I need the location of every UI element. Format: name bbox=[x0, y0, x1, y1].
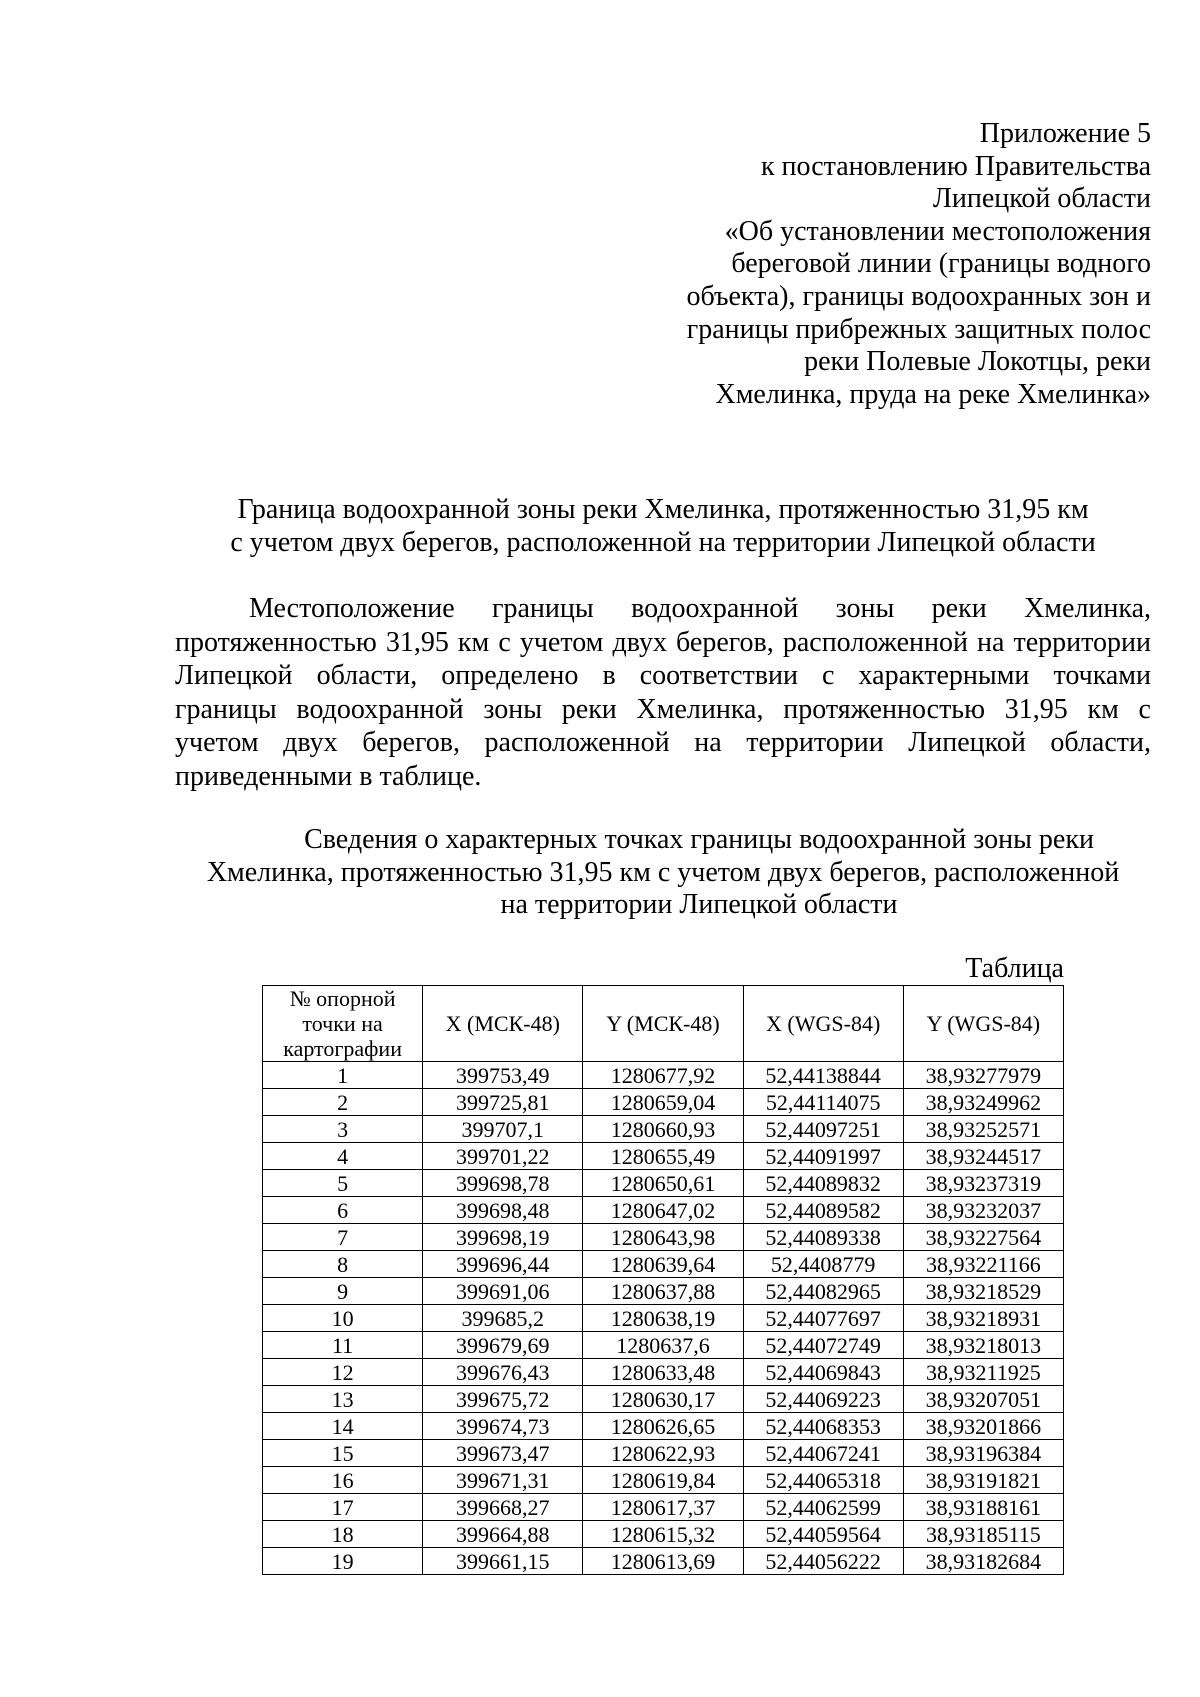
paragraph-line: Липецкой области, определено в соответствии с характерными точками bbox=[175, 660, 1151, 692]
table-row bbox=[263, 1494, 1064, 1521]
cell-y-wgs84: 38,93185115 bbox=[903, 1521, 1063, 1548]
cell-y-wgs84: 38,93277979 bbox=[903, 1062, 1063, 1089]
cell-y-wgs84: 38,93221166 bbox=[903, 1251, 1063, 1278]
cell-y-msk48: 1280637,88 bbox=[583, 1278, 743, 1305]
table-row bbox=[263, 1197, 1064, 1224]
cell-y-wgs84: 38,93218529 bbox=[903, 1278, 1063, 1305]
appendix-line: к постановлению Правительства bbox=[760, 150, 1151, 182]
cell-y-wgs84: 38,93218013 bbox=[903, 1332, 1063, 1359]
appendix-line: реки Полевые Локотцы, реки bbox=[804, 346, 1151, 378]
cell-x-msk48: 399698,78 bbox=[423, 1170, 583, 1197]
appendix-line: «Об установлении местоположения bbox=[724, 215, 1151, 247]
cell-x-wgs84: 52,44077697 bbox=[743, 1305, 903, 1332]
cell-x-wgs84: 52,44067241 bbox=[743, 1440, 903, 1467]
cell-x-wgs84: 52,44097251 bbox=[743, 1116, 903, 1143]
cell-y-msk48: 1280677,92 bbox=[583, 1062, 743, 1089]
table-row bbox=[263, 1116, 1064, 1143]
cell-y-wgs84: 38,93244517 bbox=[903, 1143, 1063, 1170]
table-row bbox=[263, 1359, 1064, 1386]
cell-x-msk48: 399668,27 bbox=[423, 1494, 583, 1521]
cell-y-wgs84: 38,93191821 bbox=[903, 1467, 1063, 1494]
appendix-line: Липецкой области bbox=[932, 183, 1151, 215]
cell-x-wgs84: 52,44114075 bbox=[743, 1089, 903, 1116]
cell-y-msk48: 1280637,6 bbox=[583, 1332, 743, 1359]
cell-y-msk48: 1280660,93 bbox=[583, 1116, 743, 1143]
paragraph-line: границы водоохранной зоны реки Хмелинка, протяженностью 31,95 км с bbox=[175, 693, 1151, 725]
appendix-line: Хмелинка, пруда на реке Хмелинка» bbox=[715, 378, 1151, 410]
cell-x-msk48: 399676,43 bbox=[423, 1359, 583, 1386]
cell-x-wgs84: 52,44059564 bbox=[743, 1521, 903, 1548]
coordinates-table bbox=[262, 985, 1064, 1575]
cell-x-msk48: 399664,88 bbox=[423, 1521, 583, 1548]
coordinates-table-head bbox=[263, 986, 1064, 1062]
cell-y-wgs84: 38,93201866 bbox=[903, 1413, 1063, 1440]
cell-y-msk48: 1280647,02 bbox=[583, 1197, 743, 1224]
cell-x-wgs84: 52,44089338 bbox=[743, 1224, 903, 1251]
column-header-x-msk48: X (МСК-48) bbox=[423, 986, 583, 1062]
table-caption bbox=[175, 824, 1151, 922]
cell-y-wgs84: 38,93252571 bbox=[903, 1116, 1063, 1143]
caption-line: на территории Липецкой области bbox=[500, 889, 898, 921]
cell-y-msk48: 1280617,37 bbox=[583, 1494, 743, 1521]
cell-y-wgs84: 38,93196384 bbox=[903, 1440, 1063, 1467]
cell-point-number: 8 bbox=[263, 1251, 423, 1278]
table-row bbox=[263, 1548, 1064, 1575]
column-header-point-number bbox=[263, 986, 423, 1062]
cell-point-number: 16 bbox=[263, 1467, 423, 1494]
cell-y-msk48: 1280613,69 bbox=[583, 1548, 743, 1575]
cell-x-msk48: 399679,69 bbox=[423, 1332, 583, 1359]
cell-x-msk48: 399698,48 bbox=[423, 1197, 583, 1224]
cell-x-wgs84: 52,44089832 bbox=[743, 1170, 903, 1197]
cell-x-wgs84: 52,44072749 bbox=[743, 1332, 903, 1359]
cell-point-number: 17 bbox=[263, 1494, 423, 1521]
appendix-line: границы прибрежных защитных полос bbox=[686, 313, 1151, 345]
cell-point-number: 3 bbox=[263, 1116, 423, 1143]
cell-point-number: 1 bbox=[263, 1062, 423, 1089]
cell-y-wgs84: 38,93218931 bbox=[903, 1305, 1063, 1332]
cell-point-number: 6 bbox=[263, 1197, 423, 1224]
paragraph-line: приведенными в таблице. bbox=[175, 760, 482, 792]
cell-y-msk48: 1280622,93 bbox=[583, 1440, 743, 1467]
table-row bbox=[263, 1089, 1064, 1116]
cell-point-number: 13 bbox=[263, 1386, 423, 1413]
coordinates-table-body bbox=[263, 1062, 1064, 1575]
cell-point-number: 2 bbox=[263, 1089, 423, 1116]
cell-y-msk48: 1280643,98 bbox=[583, 1224, 743, 1251]
title-line: с учетом двух берегов, расположенной на территории Липецкой области bbox=[230, 526, 1096, 558]
cell-y-msk48: 1280659,04 bbox=[583, 1089, 743, 1116]
cell-x-wgs84: 52,44069223 bbox=[743, 1386, 903, 1413]
cell-x-msk48: 399673,47 bbox=[423, 1440, 583, 1467]
cell-x-wgs84: 52,44138844 bbox=[743, 1062, 903, 1089]
table-row bbox=[263, 1386, 1064, 1413]
cell-y-msk48: 1280619,84 bbox=[583, 1467, 743, 1494]
cell-x-msk48: 399698,19 bbox=[423, 1224, 583, 1251]
body-paragraph bbox=[175, 592, 1151, 794]
cell-x-msk48: 399685,2 bbox=[423, 1305, 583, 1332]
cell-x-wgs84: 52,44089582 bbox=[743, 1197, 903, 1224]
table-row bbox=[263, 1143, 1064, 1170]
cell-x-msk48: 399671,31 bbox=[423, 1467, 583, 1494]
cell-y-msk48: 1280638,19 bbox=[583, 1305, 743, 1332]
appendix-header bbox=[600, 118, 1151, 411]
cell-y-wgs84: 38,93182684 bbox=[903, 1548, 1063, 1575]
cell-y-msk48: 1280633,48 bbox=[583, 1359, 743, 1386]
caption-line: Хмелинка, протяженностью 31,95 км с учетом двух берегов, расположенной bbox=[206, 856, 1120, 888]
table-row bbox=[263, 1467, 1064, 1494]
paragraph-line: протяженностью 31,95 км с учетом двух берегов, расположенной на территории bbox=[175, 626, 1151, 658]
section-title bbox=[175, 494, 1151, 559]
table-row bbox=[263, 1224, 1064, 1251]
cell-x-msk48: 399674,73 bbox=[423, 1413, 583, 1440]
cell-x-msk48: 399696,44 bbox=[423, 1251, 583, 1278]
cell-x-wgs84: 52,44091997 bbox=[743, 1143, 903, 1170]
cell-x-wgs84: 52,44068353 bbox=[743, 1413, 903, 1440]
cell-x-msk48: 399707,1 bbox=[423, 1116, 583, 1143]
appendix-line: береговой линии (границы водного bbox=[731, 248, 1151, 280]
table-row bbox=[263, 1305, 1064, 1332]
cell-point-number: 12 bbox=[263, 1359, 423, 1386]
cell-x-wgs84: 52,44069843 bbox=[743, 1359, 903, 1386]
cell-y-wgs84: 38,93249962 bbox=[903, 1089, 1063, 1116]
paragraph-line: учетом двух берегов, расположенной на территории Липецкой области, bbox=[175, 727, 1151, 759]
column-header-point-number-label: № опорной точки на картографии bbox=[283, 986, 402, 1061]
cell-x-msk48: 399675,72 bbox=[423, 1386, 583, 1413]
cell-point-number: 14 bbox=[263, 1413, 423, 1440]
table-row bbox=[263, 1413, 1064, 1440]
cell-point-number: 9 bbox=[263, 1278, 423, 1305]
cell-point-number: 4 bbox=[263, 1143, 423, 1170]
cell-x-wgs84: 52,44082965 bbox=[743, 1278, 903, 1305]
table-row bbox=[263, 1278, 1064, 1305]
cell-x-wgs84: 52,44056222 bbox=[743, 1548, 903, 1575]
table-row bbox=[263, 1332, 1064, 1359]
cell-x-msk48: 399661,15 bbox=[423, 1548, 583, 1575]
cell-y-msk48: 1280650,61 bbox=[583, 1170, 743, 1197]
table-row bbox=[263, 1062, 1064, 1089]
cell-x-wgs84: 52,44062599 bbox=[743, 1494, 903, 1521]
table-header-row bbox=[263, 986, 1064, 1062]
cell-point-number: 7 bbox=[263, 1224, 423, 1251]
cell-y-msk48: 1280630,17 bbox=[583, 1386, 743, 1413]
cell-x-wgs84: 52,44065318 bbox=[743, 1467, 903, 1494]
cell-x-msk48: 399753,49 bbox=[423, 1062, 583, 1089]
caption-line: Сведения о характерных точках границы водоохранной зоны реки bbox=[304, 824, 1094, 855]
cell-y-wgs84: 38,93232037 bbox=[903, 1197, 1063, 1224]
cell-y-wgs84: 38,93237319 bbox=[903, 1170, 1063, 1197]
cell-y-msk48: 1280626,65 bbox=[583, 1413, 743, 1440]
cell-y-wgs84: 38,93227564 bbox=[903, 1224, 1063, 1251]
cell-point-number: 11 bbox=[263, 1332, 423, 1359]
table-label: Таблица bbox=[965, 953, 1064, 984]
cell-y-msk48: 1280639,64 bbox=[583, 1251, 743, 1278]
cell-x-msk48: 399691,06 bbox=[423, 1278, 583, 1305]
title-line: Граница водоохранной зоны реки Хмелинка, протяженностью 31,95 км bbox=[237, 494, 1089, 525]
cell-x-msk48: 399725,81 bbox=[423, 1089, 583, 1116]
table-row bbox=[263, 1440, 1064, 1467]
cell-y-msk48: 1280615,32 bbox=[583, 1521, 743, 1548]
appendix-line: Приложение 5 bbox=[979, 118, 1151, 149]
cell-y-wgs84: 38,93188161 bbox=[903, 1494, 1063, 1521]
column-header-y-wgs84: Y (WGS-84) bbox=[903, 986, 1063, 1062]
table-row bbox=[263, 1521, 1064, 1548]
cell-point-number: 5 bbox=[263, 1170, 423, 1197]
paragraph-line: Местоположение границы водоохранной зоны реки Хмелинка, bbox=[249, 593, 1151, 624]
cell-y-msk48: 1280655,49 bbox=[583, 1143, 743, 1170]
cell-point-number: 10 bbox=[263, 1305, 423, 1332]
cell-point-number: 15 bbox=[263, 1440, 423, 1467]
column-header-y-msk48: Y (МСК-48) bbox=[583, 986, 743, 1062]
table-row bbox=[263, 1251, 1064, 1278]
cell-y-wgs84: 38,93207051 bbox=[903, 1386, 1063, 1413]
table-row bbox=[263, 1170, 1064, 1197]
cell-point-number: 19 bbox=[263, 1548, 423, 1575]
column-header-x-wgs84: X (WGS-84) bbox=[743, 986, 903, 1062]
cell-x-wgs84: 52,4408779 bbox=[743, 1251, 903, 1278]
cell-x-msk48: 399701,22 bbox=[423, 1143, 583, 1170]
cell-point-number: 18 bbox=[263, 1521, 423, 1548]
cell-y-wgs84: 38,93211925 bbox=[903, 1359, 1063, 1386]
appendix-line: объекта), границы водоохранных зон и bbox=[686, 280, 1151, 312]
